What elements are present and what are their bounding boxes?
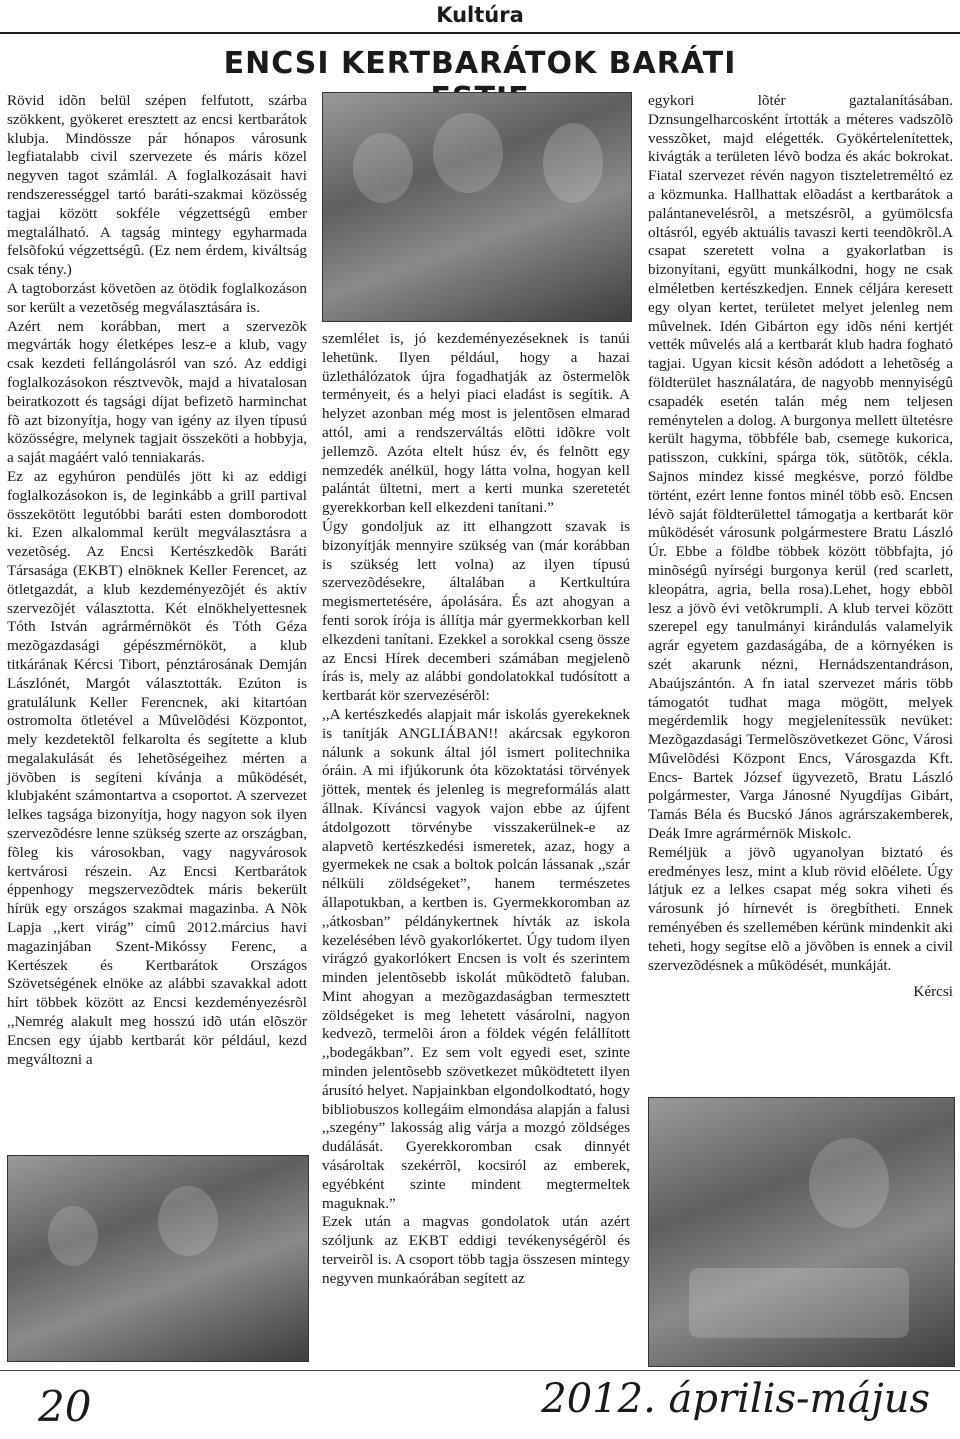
paragraph: Úgy gondoljuk az itt elhangzott szavak is bizonyítják mennyire szükség van (már korábban is szükség lett volna) az ilyen típusú szervezõdésekre, általában a Kertkultúra megismertetésére, ápolására. És azt ahogyan a fenti sorok írója is állítja már gyermekkorban kell elkezdeni tanítani. Ezekkel a sorokkal cseng össze az Encsi Hírek decemberi számában megjelenõ írás is, mely az alábbi gondolatokkal tudósított a kertbarát kör szervezésérõl: — [322, 517, 630, 705]
bottom-rule — [0, 1370, 960, 1371]
issue-date: 2012. április-május — [541, 1376, 930, 1422]
paragraph: Azért nem korábban, mert a szervezõk megvárták hogy életképes lesz-e a klub, vagy csak kezdeti fellángolásról van szó. Az eddigi foglalkozásokon résztvevõk, majd a hivatalosan beiratkozott és tagsági díjat befizetõ harminchat fõ azt bizonyítja, hogy van igény az ilyen típusú közösségre, melynek tagjait összeköti a hobbyja, a saját magáért való tenniakarás. — [7, 317, 307, 467]
article-column-3 — [648, 92, 953, 1002]
top-rule — [0, 32, 960, 34]
photo-dinner-table — [322, 92, 632, 322]
paragraph: Reméljük a jövõ ugyanolyan biztató és eredményes lesz, mint a klub rövid elõélete. Úgy látjuk ez a lelkes csapat még sokra viheti és városunk jó hírnevét is öregbítheti. Ennek reményében és szellemében kérünk mindenkit aki teheti, hogy segítse elõ a jövõben is ennek a civil szervezõdésnek a mûködését, munkáját. — [648, 843, 953, 974]
quote-paragraph: ,,A kertészkedés alapjait már iskolás gyerekeknek is tanítják ANGLIÁBAN!! akárcsak egykoron nálunk a sokunk által jól ismert politechnika óráin. A mi ifjúkorunk óta közoktatási törvények jöttek, mentek és jelenleg is megreformálás alatt állnak. Kíváncsi vagyok vajon ebbe az újfent átdolgozott törvénybe visszakerülnek-e az alapvetõ kertészkedési ismeretek, azaz, hogy a gyermekek ne csak a boltok polcán lássanak ,,szár nélküli zöldségeket”, hanem természetes állapotukban, a kertben is. Gyermekkoromban az ,,átkosban” példánykertnek hívták az iskola kezelésében lévõ gyakorlókertet. Úgy tudom ilyen virágzó gyakorlókert Encsen is volt és szerintem minden jelentõsebb iskolát mûködtetõ faluban. Mint ahogyan a mezõgazdaságban termesztett zöldségeket is meg lehetett vásárolni, nagyon kedvezõ, termelõi áron a földek végén felállított ,,bodegákban”. Ez sem volt egyedi eset, szinte minden jelentõsebb szövetkezet mûködtetett ilyen árusító helyet. Napjainkban elgondolkodtató, hogy bibliobuszos kollegáim elmondása alapján a falusi ,,szegény” lakosság alig várja a mozgó zöldséges dudálását. Gyerekkoromban csak dinnyét vásároltak szekérrõl, kocsiról az emberek, egyébként szinte mindent megtermeltek maguknak.” — [322, 705, 630, 1212]
paragraph: egykori lõtér gaztalanításában. Dznsungelharcosként írtották a méteres vadszõlõ vesszõket, majd elégették. Gyökértelenítettek, kivágták a területen lévõ bodza és akác bokrokat. Fiatal szervezet révén nagyon tiszteletreméltó ez a közmunka. Hallhattak elõadást a kertbarátok a palántanevelésrõl, a metszésrõl, a gyümölcsfa oltásról, egyéb aktuális tavaszi kerti teendõkrõl.A csapat szeretett volna a gyakorlatban is bizonyítani, együtt munkálkodni, hogy ne csak elméletben kertészkedjen. Ennek céljára keresett egy olyan kertet, területet melyet jelenleg nem mûvelnek. Idén Gibárton egy idõs néni kertjét vették mûvelés alá a kertbarát klub hadra fogható tagjai. Ugyan kicsit késõn adódott a lehetõség a földterület használatára, de nagyobb mennyiségû csapadék esetén talán még nem teljesen reménytelen a dolog. A burgonya mellett ültetésre került hagyma, többféle bab, csemege kukorica, patisszon, cukkíni, spárga tök, sütõtök, cékla. Sajnos mindez kissé megkésve, porzó földbe történt, ezért lenne fontos minél több esõ. Encsen lévõ saját földterülettel támogatja a kertbarát kör mûködését városunk polgármestere Bratu László Úr. Ebbe a földbe többek között többfajta, jó minõségû nyírségi burgonya kerül (red scarlett, kleopátra, agria, bella rosa).Lehet, hogy ebbõl lesz a jövõ évi vetõkrumpli. A klub tervei között szerepel egy tanulmányi kirándulás valamelyik agrár egyetem gazdaságába, de a környéken is szét akarunk nézni, Hernádszentandráson, Abaújszántón. A fn iatal szervezet máris több támogatót tudhat maga mögött, melyek megérdemlik hogy megjelenítessük nevüket: Mezõgazdasági Termelõszövetkezet Gönc, Városi Mûvelõdési Központ Encs, Városgazda Kft. Encs- Bartek József ügyvezetõ, Bratu László polgármester, Varga Jánosné Nyugdíjas Gibárt, Tamás Béla és Bucskó János agrárszakemberek, Deák Imre agrármérnök Miskolc. — [648, 92, 953, 843]
section-label: Kultúra — [436, 3, 524, 27]
paragraph: szemlélet is, jó kezdeményezéseknek is tanúi lehetünk. Ilyen például, hogy a hazai üzlethálózatok újra fogadhatják az õstermelõk terményeit, és a helyi piaci eladást is segítik. A helyzet azonban még most is jelentõsen elmarad attól, ami a rendszerváltás elõtti idõkre volt jellemzõ. Azóta eltelt húsz év, és felnõtt egy nemzedék anélkül, hogy látta volna, hogyan kell palántát ültetni, mert a kerti munka szeretetét gyerekkorban kell elkezdeni tanítani.” — [322, 330, 630, 517]
paragraph: Rövid idõn belül szépen felfutott, szárba szökkent, gyökeret eresztett az encsi kertbarátok klubja. Mindössze pár hónapos városunk legfiatalabb civil szervezete és máris közel negyven tagot számlál. A foglalkozásait havi rendszerességgel tartó baráti-szakmai közösség tagjai között sokféle végzettségû ember megtalálható. A tagság mintegy egyharmada felsõfokú végzettségû. (Ez nem érdem, kiváltság csak tény.) — [7, 92, 307, 279]
photo-grilling-sausages — [648, 1097, 955, 1367]
photo-group-seated — [7, 1155, 309, 1362]
page-number: 20 — [38, 1382, 92, 1431]
paragraph: A tagtoborzást követõen az ötödik foglalkozáson sor került a vezetõség megválasztására is. — [7, 279, 307, 316]
article-column-2 — [322, 330, 630, 1289]
paragraph: Ez az egyhúron pendülés jött ki az eddigi foglalkozásokon is, de leginkább a grill partival összekötött legutóbbi baráti esten domborodott ki. Ezen alkalommal került megválasztásra a vezetõség. Az Encsi Kertészkedõk Baráti Társasága (EKBT) elnöknek Keller Ferencet, az ötletgazdát, a klub kezdeményezõjét és aktív szervezõjét választotta. Két elnökhelyettesnek Tóth István agrármérnököt és Tóth Géza mezõgazdasági gépészmérnököt, a klub titkárának Kércsi Tibort, pénztárosának Demján Lászlónét, Margót választották. Ezúton is gratulálunk Keller Ferencnek, aki kitartóan ostromolta ötletével a Mûvelõdési Központot, mely kezdetektõl felkarolta és segítette a klub megalakulását és lehetõségeihez mérten a jövõben is segíteni kívánja a mûködését, klubjaként számontartva a csoportot. A szervezet lelkes tagsága bizonyítja, hogy nagyon sok ilyen szervezõdésre lenne szükség szerte az országban, fõleg kis városokban, vagy nagyvárosok kertvárosi részein. Az Encsi Kertbarátok éppenhogy megszervezõdtek máris bekerült hírük egy országos szakmai magazinba. A Nõk Lapja ,,kert virág” címû 2012.március havi magazinjában Szent-Mikóssy Ferenc, a Kertészek és Kertbarátok Országos Szövetségének elnöke az alábbi szavakkal adott hírt többek között az Encsi kezdeményezésrõl ,,Nemrég alakult meg hosszú idõ után elõször Encsen egy újabb kertbarát kör például, kezd megváltozni a — [7, 467, 307, 1068]
paragraph: Ezek után a magvas gondolatok után azért szóljunk az EKBT eddigi tevékenységérõl és terveirõl is. A csoport több tagja összesen mintegy negyven munkaórában segített az — [322, 1213, 630, 1287]
article-title: ENCSI KERTBARÁTOK BARÁTI — [223, 46, 737, 81]
article-column-1 — [7, 92, 307, 1069]
author-name: Kércsi — [913, 983, 953, 1001]
